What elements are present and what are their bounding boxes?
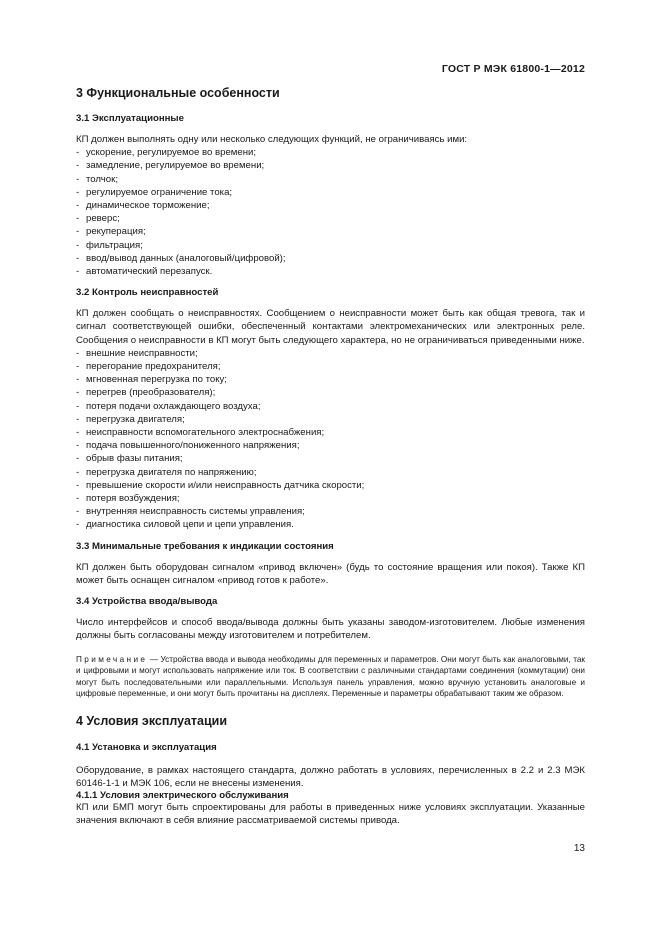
- note-label: Примечание: [76, 654, 148, 664]
- list-item-text: перегрузка двигателя по напряжению;: [86, 466, 257, 478]
- list-dash: -: [76, 400, 80, 412]
- list-item-text: неисправности вспомогательного электроснабжения;: [86, 427, 325, 439]
- list-dash: -: [76, 239, 80, 251]
- list-dash: -: [76, 493, 80, 505]
- section-3-1-title: 3.1 Эксплуатационные: [76, 113, 184, 124]
- function-list-item: [76, 212, 585, 225]
- list-dash: -: [76, 466, 80, 478]
- list-item-text: потеря возбуждения;: [86, 493, 180, 505]
- list-item-text: мгновенная перегрузка по току;: [86, 374, 227, 386]
- fault-list-item: [76, 479, 585, 492]
- function-list-item: [76, 265, 585, 278]
- list-dash: -: [76, 440, 80, 452]
- list-item-text: перегорание предохранителя;: [86, 361, 221, 373]
- list-dash: -: [76, 266, 80, 278]
- list-dash: -: [76, 186, 80, 198]
- list-item-text: динамическое торможение;: [86, 200, 210, 212]
- list-item-text: ускорение, регулируемое во времени;: [86, 147, 257, 159]
- note-text: — Устройства ввода и вывода необходимы для переменных и параметров. Они могут быть как аналоговыми, так и цифровыми и могут использовать напряжение или ток. В соответствии с различными стандартами соединения (коммутации) они могут быть последовательными или параллельными. Используя панель управления, можно вручную установить аналоговые и цифровые переменные, и они могут быть прочитаны на дисплеях. Переменные и параметры обрабатывают таким же образом.: [76, 654, 585, 699]
- section-3-2-title: 3.2 Контроль неисправностей: [76, 287, 219, 299]
- list-item-text: диагностика силовой цепи и цепи управления.: [86, 519, 294, 531]
- list-item-text: потеря подачи охлаждающего воздуха;: [86, 400, 261, 412]
- section-3-title: 3 Функциональные особенности: [76, 86, 280, 100]
- list-item-text: регулируемое ограничение тока;: [86, 186, 233, 198]
- section-4-1-1-title: 4.1.1 Условия электрического обслуживания: [76, 790, 289, 802]
- fault-list: [76, 347, 585, 532]
- list-item-text: автоматический перезапуск.: [86, 266, 213, 278]
- section-3-4-note: [76, 654, 585, 700]
- function-list-item: [76, 199, 585, 212]
- list-dash: -: [76, 173, 80, 185]
- list-item-text: внутренняя неисправность системы управления;: [86, 506, 305, 518]
- fault-list-item: [76, 373, 585, 386]
- function-list-item: [76, 252, 585, 265]
- list-item-text: реверс;: [86, 213, 120, 225]
- function-list-item: [76, 239, 585, 252]
- function-list: [76, 146, 585, 278]
- section-3-4-title: 3.4 Устройства ввода/вывода: [76, 596, 218, 608]
- section-4-1-title: 4.1 Установка и эксплуатация: [76, 741, 217, 753]
- fault-list-item: [76, 400, 585, 413]
- list-dash: -: [76, 506, 80, 518]
- section-3-4-text: Число интерфейсов и способ ввода/вывода должны быть указаны заводом-изготовителем. Любые изменения должны быть согласованы между изготовителем и потребителем.: [76, 617, 585, 642]
- section-4-title: 4 Условия эксплуатации: [76, 713, 228, 728]
- section-3-1-intro: КП должен выполнять одну или несколько следующих функций, не ограничиваясь ими:: [76, 134, 468, 145]
- function-list-item: [76, 225, 585, 238]
- list-dash: -: [76, 361, 80, 373]
- list-item-text: внешние неисправности;: [86, 347, 198, 359]
- fault-list-item: [76, 505, 585, 518]
- page-content: [76, 60, 585, 828]
- section-3-3-title: 3.3 Минимальные требования к индикации состояния: [76, 540, 334, 552]
- list-item-text: обрыв фазы питания;: [86, 453, 183, 465]
- list-dash: -: [76, 453, 80, 465]
- fault-list-item: [76, 360, 585, 373]
- function-list-item: [76, 173, 585, 186]
- list-dash: -: [76, 252, 80, 264]
- list-item-text: замедление, регулируемое во времени;: [86, 160, 265, 172]
- section-4-1-1-text: КП или БМП могут быть спроектированы для работы в приведенных ниже условиях эксплуатации. Указанные значения включают в себя влияние рассматриваемой системы привода.: [76, 802, 585, 827]
- document-standard-header: ГОСТ Р МЭК 61800-1—2012: [441, 63, 585, 75]
- fault-list-item: [76, 492, 585, 505]
- list-dash: -: [76, 479, 80, 491]
- list-dash: -: [76, 160, 80, 172]
- fault-list-item: [76, 518, 585, 531]
- section-4-1-text: Оборудование, в рамках настоящего стандарта, должно работать в условиях, перечисленных в 2.2 и 2.3 МЭК 60146-1-1 и МЭК 106, если не внесены изменения.: [76, 764, 585, 790]
- fault-list-item: [76, 466, 585, 479]
- fault-list-item: [76, 452, 585, 465]
- fault-list-item: [76, 426, 585, 439]
- list-dash: -: [76, 347, 80, 359]
- fault-list-item: [76, 439, 585, 452]
- list-item-text: превышение скорости и/или неисправность датчика скорости;: [86, 479, 365, 491]
- list-dash: -: [76, 374, 80, 386]
- list-item-text: ввод/вывод данных (аналоговый/цифровой);: [86, 252, 286, 264]
- section-3-2-intro: КП должен сообщать о неисправностях. Сообщением о неисправности может быть как общая тревога, так и сигнал соответствующей ошибки, обеспеченный контактами электромеханических или электронных реле. Сообщения о неисправности в КП могут быть следующего характера, но не ограничиваться приведенными ниже.: [76, 308, 585, 346]
- fault-list-item: [76, 386, 585, 399]
- fault-list-item: [76, 413, 585, 426]
- list-item-text: перегрев (преобразователя);: [86, 387, 216, 399]
- section-3-3-text: КП должен быть оборудован сигналом «привод включен» (будь то состояние вращения или покоя). Также КП может быть оснащен сигналом «привод готов к работе».: [76, 561, 585, 586]
- list-item-text: перегрузка двигателя;: [86, 413, 185, 425]
- fault-list-item: [76, 347, 585, 360]
- list-dash: -: [76, 387, 80, 399]
- list-item-text: рекуперация;: [86, 226, 146, 238]
- list-dash: -: [76, 519, 80, 531]
- list-dash: -: [76, 213, 80, 225]
- list-dash: -: [76, 226, 80, 238]
- list-item-text: подача повышенного/пониженного напряжения;: [86, 440, 300, 452]
- function-list-item: [76, 159, 585, 172]
- list-dash: -: [76, 413, 80, 425]
- function-list-item: [76, 146, 585, 159]
- list-dash: -: [76, 427, 80, 439]
- list-dash: -: [76, 147, 80, 159]
- list-item-text: фильтрация;: [86, 239, 143, 251]
- page-number: 13: [573, 843, 585, 854]
- list-dash: -: [76, 200, 80, 212]
- list-item-text: толчок;: [86, 173, 118, 185]
- function-list-item: [76, 186, 585, 199]
